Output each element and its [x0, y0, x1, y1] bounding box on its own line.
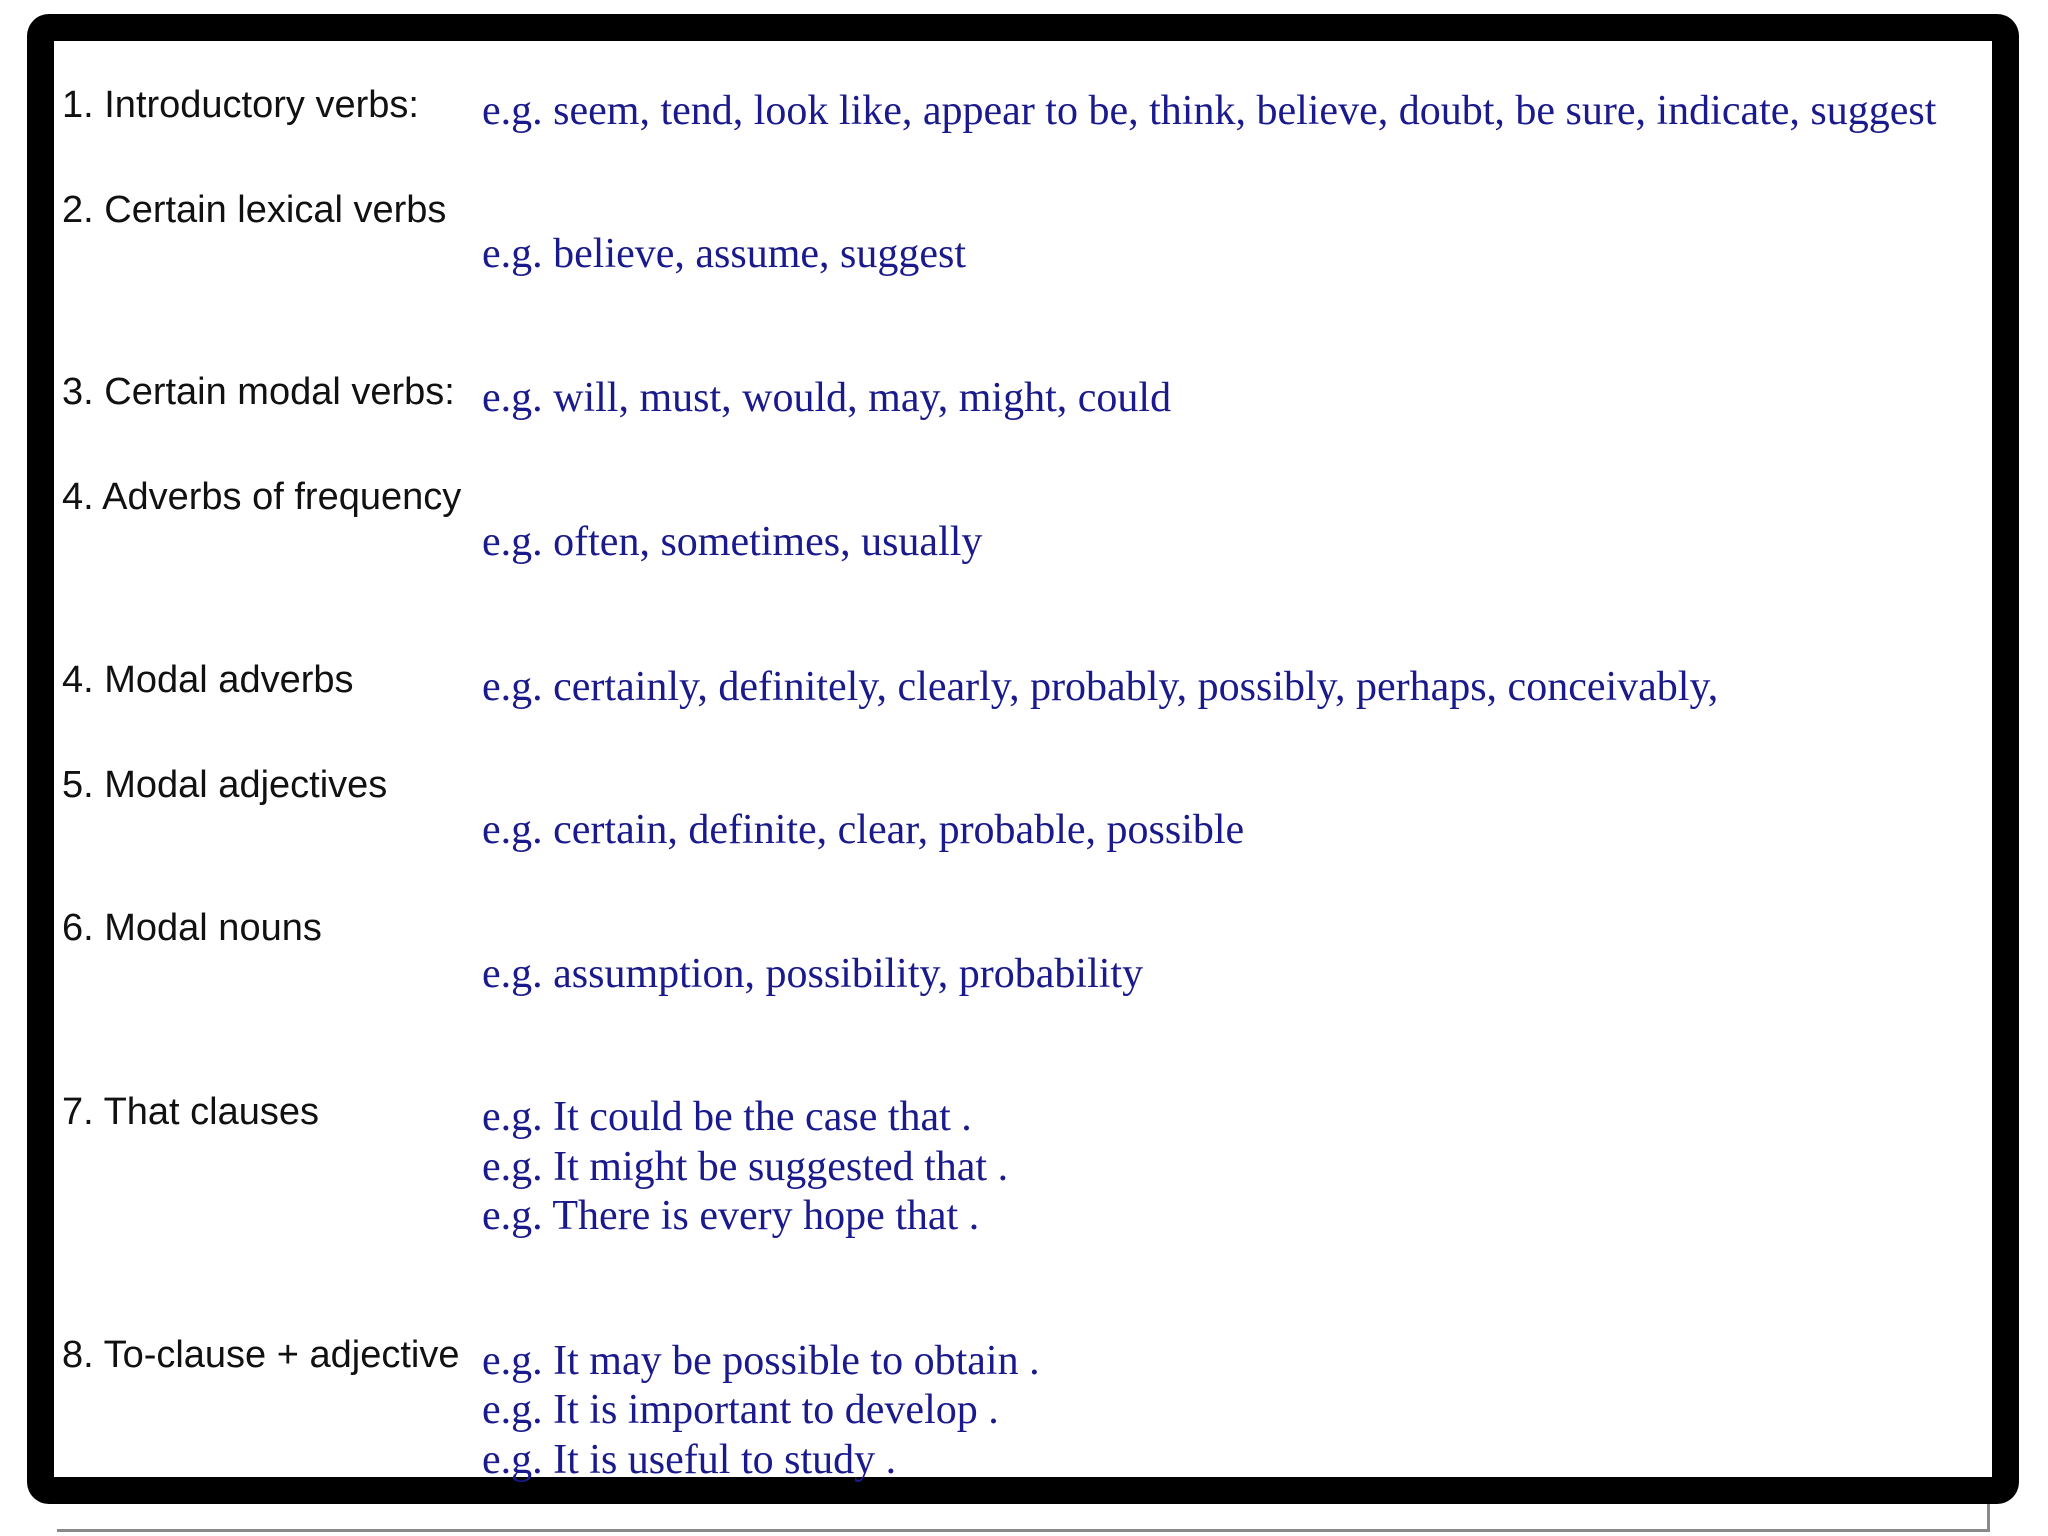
item-label-modal-nouns: 6. Modal nouns	[62, 907, 322, 949]
item-example: e.g. It is useful to study .	[482, 1437, 897, 1483]
item-example: e.g. certain, definite, clear, probable, possible	[482, 807, 1245, 853]
item-example: e.g. It is important to develop .	[482, 1387, 999, 1433]
item-label-modal-adjectives: 5. Modal adjectives	[62, 764, 388, 806]
item-example: e.g. seem, tend, look like, appear to be, think, believe, doubt, be sure, indicate, suggest	[482, 88, 1937, 134]
item-example: e.g. There is every hope that .	[482, 1193, 980, 1239]
item-label-that-clauses: 7. That clauses	[62, 1091, 320, 1133]
document-frame	[27, 14, 2019, 1504]
item-example: e.g. It might be suggested that .	[482, 1144, 1009, 1190]
item-example: e.g. believe, assume, suggest	[482, 231, 967, 277]
item-example: e.g. certainly, definitely, clearly, probably, possibly, perhaps, conceivably,	[482, 664, 1719, 710]
item-label-modal-verbs: 3. Certain modal verbs:	[62, 371, 455, 413]
item-label-adverbs-of-frequency: 4. Adverbs of frequency	[62, 476, 462, 518]
item-example: e.g. will, must, would, may, might, could	[482, 375, 1172, 421]
item-label-modal-adverbs: 4. Modal adverbs	[62, 659, 354, 701]
item-label-introductory-verbs: 1. Introductory verbs:	[62, 84, 419, 126]
item-label-to-clause-adjective: 8. To-clause + adjective	[62, 1334, 460, 1376]
item-example: e.g. assumption, possibility, probability	[482, 951, 1144, 997]
item-example: e.g. It could be the case that .	[482, 1094, 972, 1140]
item-example: e.g. often, sometimes, usually	[482, 519, 983, 565]
item-example: e.g. It may be possible to obtain .	[482, 1338, 1040, 1384]
item-label-lexical-verbs: 2. Certain lexical verbs	[62, 189, 447, 231]
